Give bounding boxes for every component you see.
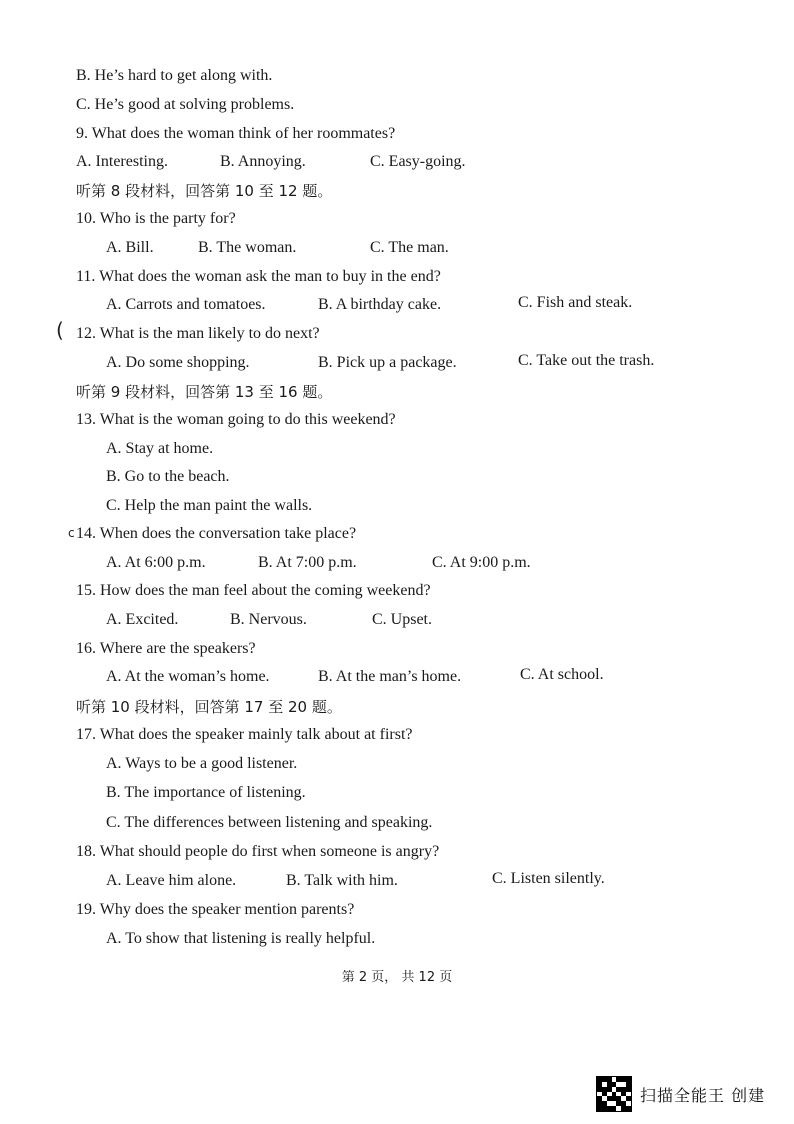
q9-option-c: C. Easy-going. (370, 153, 466, 170)
q15-stem: 15. How does the man feel about the coming weekend? (76, 582, 431, 599)
q12-option-a: A. Do some shopping. (106, 354, 250, 371)
q9-option-b: B. Annoying. (220, 153, 306, 170)
q9-stem: 9. What does the woman think of her roommates? (76, 125, 396, 142)
q10-option-c: C. The man. (370, 239, 449, 256)
q18-option-c: C. Listen silently. (492, 870, 605, 887)
q18-option-a: A. Leave him alone. (106, 872, 237, 889)
q15-options (106, 610, 766, 630)
q12-stem: 12. What is the man likely to do next? (76, 325, 320, 342)
q16-option-b: B. At the man’s home. (318, 668, 462, 685)
margin-pen-mark-q12: ( (56, 318, 64, 342)
watermark-text: 扫描全能王 创建 (640, 1085, 766, 1105)
q17-option-b: B. The importance of listening. (106, 784, 306, 801)
q19-option-a: A. To show that listening is really helpful. (106, 930, 376, 947)
q8-option-c: C. He’s good at solving problems. (76, 96, 295, 113)
q17-stem: 17. What does the speaker mainly talk about at first? (76, 726, 413, 743)
q11-options (106, 295, 766, 315)
q9-options (76, 152, 776, 172)
q15-option-b: B. Nervous. (230, 611, 307, 628)
qr-code-icon (596, 1076, 632, 1112)
q9-option-a: A. Interesting. (76, 153, 168, 170)
q10-option-b: B. The woman. (198, 239, 297, 256)
q10-options (106, 238, 766, 258)
q13-option-b: B. Go to the beach. (106, 468, 230, 485)
q15-option-a: A. Excited. (106, 611, 179, 628)
q16-options (106, 667, 766, 687)
margin-pen-mark-q14: c (68, 526, 75, 540)
q14-stem: 14. When does the conversation take place? (76, 525, 357, 542)
q16-option-a: A. At the woman’s home. (106, 668, 270, 685)
section-10-heading: 听第 10 段材料，回答第 17 至 20 题。 (76, 698, 342, 716)
q13-option-a: A. Stay at home. (106, 440, 214, 457)
q18-option-b: B. Talk with him. (286, 872, 398, 889)
q11-option-a: A. Carrots and tomatoes. (106, 296, 266, 313)
q11-option-c: C. Fish and steak. (518, 294, 633, 311)
q14-option-a: A. At 6:00 p.m. (106, 554, 206, 571)
q12-option-c: C. Take out the trash. (518, 352, 655, 369)
q13-option-c: C. Help the man paint the walls. (106, 497, 313, 514)
q11-stem: 11. What does the woman ask the man to buy in the end? (76, 268, 441, 285)
q14-options (106, 553, 766, 573)
q10-stem: 10. Who is the party for? (76, 210, 236, 227)
q13-stem: 13. What is the woman going to do this weekend? (76, 411, 396, 428)
q15-option-c: C. Upset. (372, 611, 432, 628)
section-9-heading: 听第 9 段材料，回答第 13 至 16 题。 (76, 383, 333, 401)
q11-option-b: B. A birthday cake. (318, 296, 442, 313)
q16-stem: 16. Where are the speakers? (76, 640, 256, 657)
q17-option-c: C. The differences between listening and speaking. (106, 814, 433, 831)
page-number-footer: 第 2 页， 共 12 页 (341, 970, 453, 985)
section-8-heading: 听第 8 段材料，回答第 10 至 12 题。 (76, 182, 333, 200)
q17-option-a: A. Ways to be a good listener. (106, 755, 298, 772)
scanner-watermark (596, 1074, 786, 1114)
q14-option-c: C. At 9:00 p.m. (432, 554, 531, 571)
q12-options (106, 353, 766, 373)
q19-stem: 19. Why does the speaker mention parents? (76, 901, 355, 918)
q16-option-c: C. At school. (520, 666, 604, 683)
q14-option-b: B. At 7:00 p.m. (258, 554, 357, 571)
q8-option-b: B. He’s hard to get along with. (76, 67, 273, 84)
q10-option-a: A. Bill. (106, 239, 154, 256)
q12-option-b: B. Pick up a package. (318, 354, 457, 371)
q18-stem: 18. What should people do first when someone is angry? (76, 843, 440, 860)
q18-options (106, 871, 766, 891)
